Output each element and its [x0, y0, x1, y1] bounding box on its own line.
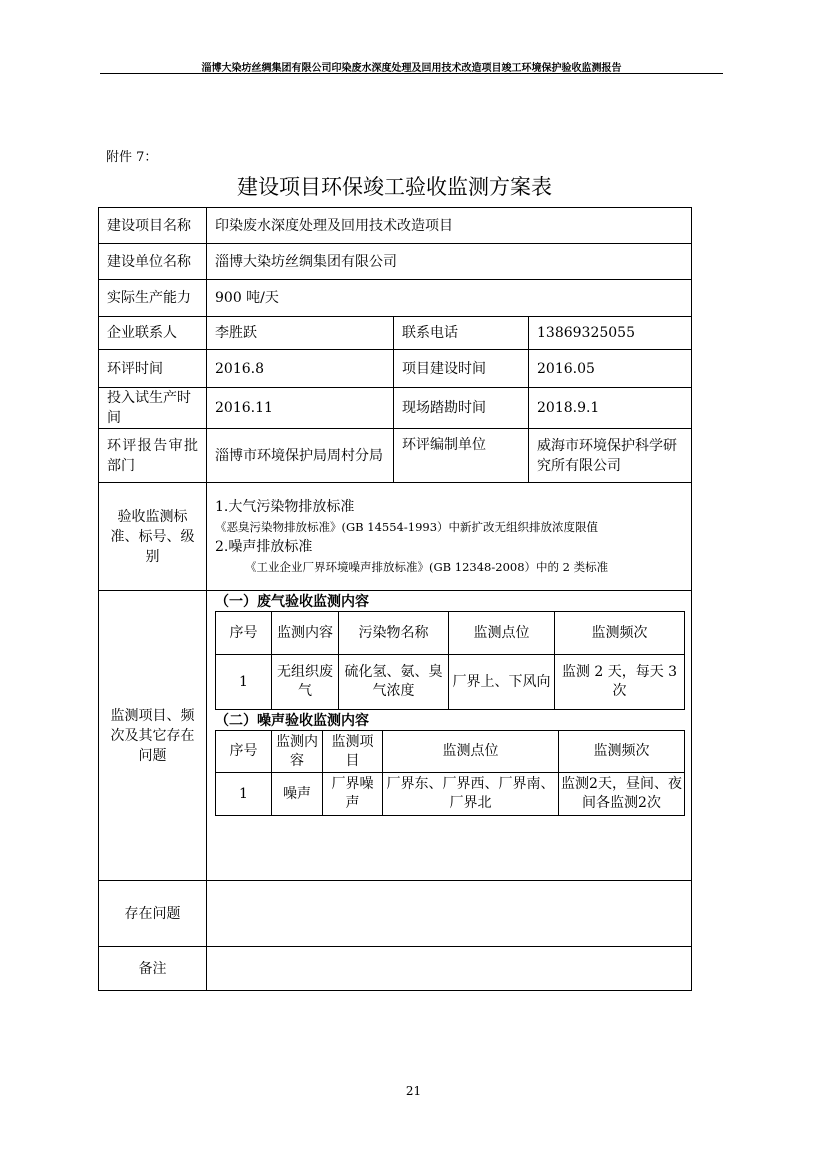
row-eia-time: [99, 350, 692, 388]
gas-section-title: （一）废气验收监测内容: [215, 594, 369, 610]
gas-header-content: 监测内容: [272, 612, 339, 655]
noise-header-point: 监测点位: [383, 731, 559, 773]
standards-content: [207, 483, 692, 591]
trial-time-value: 2016.11: [207, 388, 394, 429]
contact-value: 李胜跃: [207, 317, 394, 350]
remarks-value: [207, 947, 692, 991]
gas-row-no: 1: [216, 655, 272, 710]
document-title: 建设项目环保竣工验收监测方案表: [237, 175, 552, 199]
gas-row-pollutant: 硫化氢、氨、臭气浓度: [339, 655, 449, 710]
gas-header-point: 监测点位: [449, 612, 555, 655]
build-time-label: 项目建设时间: [394, 350, 529, 388]
contact-label: 企业联系人: [99, 317, 207, 350]
row-remarks: [99, 947, 692, 991]
row-standards: [99, 483, 692, 591]
gas-row-content: 无组织废气: [272, 655, 339, 710]
unit-name-value: 淄博大染坊丝绸集团有限公司: [207, 244, 692, 280]
header-rule: [100, 73, 723, 74]
gas-row-frequency: 监测 2 天，每天 3 次: [555, 655, 685, 710]
eia-author-label: 环评编制单位: [394, 429, 529, 483]
standard-item-2-text: 《工业企业厂界环境噪声排放标准》(GB 12348-2008）中的 2 类标准: [245, 559, 609, 574]
gas-table-header: [216, 612, 685, 655]
noise-row-frequency: 监测2天，昼间、夜间各监测2次: [559, 773, 685, 816]
row-unit-name: [99, 244, 692, 280]
noise-header-no: 序号: [216, 731, 272, 773]
standards-label: 验收监测标准、标号、级别: [99, 483, 207, 591]
gas-monitoring-table: [215, 611, 685, 710]
survey-time-value: 2018.9.1: [529, 388, 692, 429]
issues-label: 存在问题: [99, 881, 207, 947]
row-issues: [99, 881, 692, 947]
capacity-value: 900 吨/天: [207, 280, 692, 317]
standard-item-2: 2.噪声排放标准: [215, 538, 313, 555]
page-number: 21: [405, 1084, 422, 1098]
monitoring-content: [207, 591, 692, 881]
eia-time-value: 2016.8: [207, 350, 394, 388]
row-capacity: [99, 280, 692, 317]
unit-name-label: 建设单位名称: [99, 244, 207, 280]
noise-table-header: [216, 731, 685, 773]
survey-time-label: 现场踏勘时间: [394, 388, 529, 429]
capacity-label: 实际生产能力: [99, 280, 207, 317]
row-eia-dept: [99, 429, 692, 483]
attachment-label: 附件 7：: [106, 150, 158, 165]
row-trial-time: [99, 388, 692, 429]
noise-header-frequency: 监测频次: [559, 731, 685, 773]
gas-header-no: 序号: [216, 612, 272, 655]
project-name-value: 印染废水深度处理及回用技术改造项目: [207, 208, 692, 244]
project-name-label: 建设项目名称: [99, 208, 207, 244]
noise-row-point: 厂界东、厂界西、厂界南、厂界北: [383, 773, 559, 816]
gas-row-point: 厂界上、下风向: [449, 655, 555, 710]
row-monitoring: [99, 591, 692, 881]
standard-item-1: 1.大气污染物排放标准: [215, 498, 355, 515]
remarks-label: 备注: [99, 947, 207, 991]
noise-monitoring-table: [215, 730, 685, 816]
issues-value: [207, 881, 692, 947]
gas-header-pollutant: 污染物名称: [339, 612, 449, 655]
eia-author-value: 威海市环境保护科学研究所有限公司: [529, 429, 692, 483]
noise-row-content: 噪声: [272, 773, 323, 816]
report-header-title: 淄博大染坊丝绸集团有限公司印染废水深度处理及回用技术改造项目竣工环境保护验收监测报告: [201, 63, 622, 74]
standard-item-1-text: 《恶臭污染物排放标准》(GB 14554-1993）中新扩改无组织排放浓度限值: [215, 519, 599, 534]
monitoring-plan-table: [98, 207, 692, 991]
noise-table-row: [216, 773, 685, 816]
gas-header-frequency: 监测频次: [555, 612, 685, 655]
phone-value: 13869325055: [529, 317, 692, 350]
eia-dept-label: 环评报告审批部门: [99, 429, 207, 483]
phone-label: 联系电话: [394, 317, 529, 350]
noise-row-no: 1: [216, 773, 272, 816]
eia-time-label: 环评时间: [99, 350, 207, 388]
trial-time-label: 投入试生产时间: [99, 388, 207, 429]
noise-header-content: 监测内容: [272, 731, 323, 773]
noise-row-item: 厂界噪声: [323, 773, 383, 816]
monitoring-label: 监测项目、频次及其它存在问题: [99, 591, 207, 881]
noise-header-item: 监测项目: [323, 731, 383, 773]
build-time-value: 2016.05: [529, 350, 692, 388]
row-project-name: [99, 208, 692, 244]
noise-section-title: （二）噪声验收监测内容: [215, 713, 369, 729]
row-contact: [99, 317, 692, 350]
eia-dept-value: 淄博市环境保护局周村分局: [207, 429, 394, 483]
gas-table-row: [216, 655, 685, 710]
